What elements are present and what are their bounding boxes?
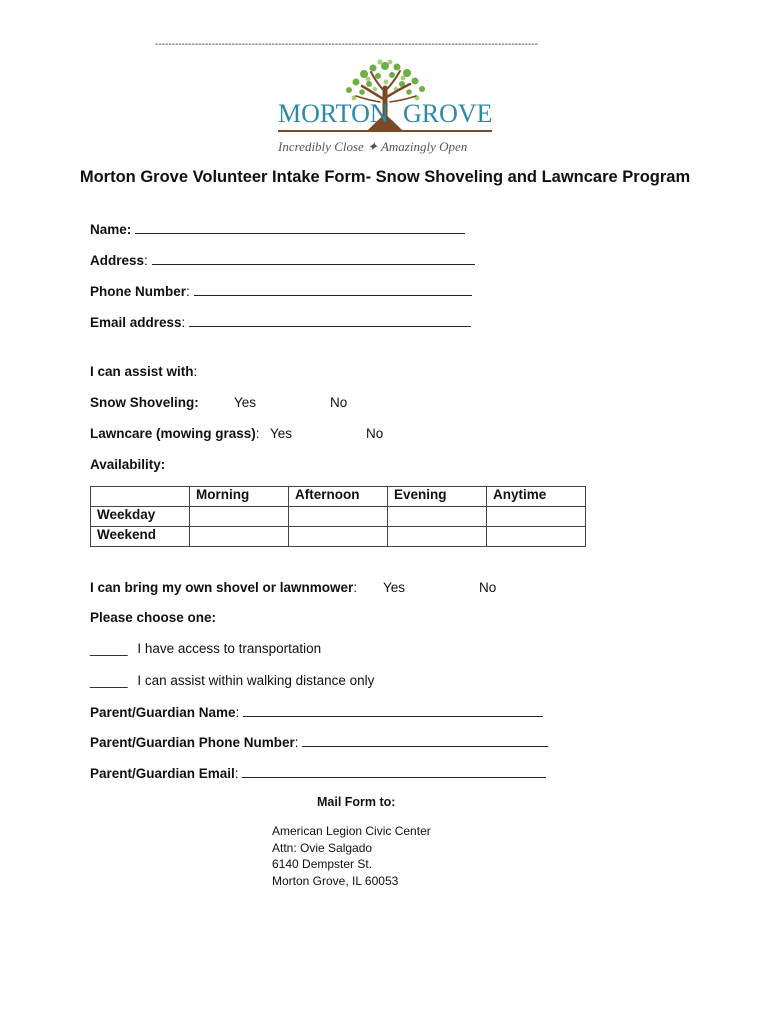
own-equipment-label: I can bring my own shovel or lawnmower bbox=[90, 580, 354, 595]
email-field bbox=[90, 314, 471, 330]
transport-label: I have access to transportation bbox=[137, 641, 322, 656]
guardian-name-label: Parent/Guardian Name bbox=[90, 705, 236, 720]
cell-weekday-anytime[interactable] bbox=[487, 507, 586, 527]
phone-input-line[interactable] bbox=[194, 283, 472, 296]
mail-address-block bbox=[272, 823, 431, 889]
phone-colon: : bbox=[186, 284, 190, 299]
mail-line-4: Morton Grove, IL 60053 bbox=[272, 873, 399, 888]
col-anytime: Anytime bbox=[487, 487, 586, 507]
availability-row-weekday bbox=[91, 507, 586, 527]
mail-line-3: 6140 Dempster St. bbox=[272, 857, 373, 871]
mail-line-2: Attn: Ovie Salgado bbox=[272, 840, 373, 855]
choose-option-transport bbox=[90, 641, 321, 656]
transport-blank[interactable]: _____ bbox=[90, 641, 128, 656]
address-colon: : bbox=[144, 253, 148, 268]
col-afternoon: Afternoon bbox=[289, 487, 388, 507]
cell-weekend-afternoon[interactable] bbox=[289, 527, 388, 547]
guardian-phone-label: Parent/Guardian Phone Number bbox=[90, 735, 295, 750]
assist-colon: : bbox=[193, 364, 198, 379]
phone-field bbox=[90, 283, 472, 299]
choose-option-walking bbox=[90, 673, 374, 688]
guardian-phone-colon: : bbox=[294, 735, 299, 750]
cell-weekday-evening[interactable] bbox=[388, 507, 487, 527]
equipment-yes-option[interactable]: Yes bbox=[383, 580, 406, 595]
choose-heading: Please choose one: bbox=[90, 610, 217, 625]
mail-line-1: American Legion Civic Center bbox=[272, 824, 431, 838]
email-input-line[interactable] bbox=[189, 314, 471, 327]
name-input-line[interactable] bbox=[135, 221, 465, 234]
guardian-email-input-line[interactable] bbox=[242, 765, 546, 778]
morton-grove-logo bbox=[276, 58, 494, 158]
walking-label: I can assist within walking distance only bbox=[137, 673, 375, 688]
availability-header-row bbox=[91, 487, 586, 507]
guardian-email-colon: : bbox=[234, 766, 239, 781]
row-label-weekday: Weekday bbox=[91, 507, 190, 527]
assist-heading bbox=[90, 364, 197, 379]
email-colon: : bbox=[181, 315, 186, 330]
assist-heading-text: I can assist with bbox=[90, 364, 194, 379]
guardian-name-field bbox=[90, 704, 543, 720]
guardian-email-field bbox=[90, 765, 546, 781]
snow-yes-option[interactable]: Yes bbox=[234, 395, 257, 410]
availability-row-weekend bbox=[91, 527, 586, 547]
logo-name-right: GROVE bbox=[403, 99, 493, 128]
name-label: Name: bbox=[90, 222, 132, 237]
name-field bbox=[90, 221, 465, 237]
mail-heading: Mail Form to: bbox=[317, 795, 396, 809]
address-field bbox=[90, 252, 475, 268]
email-label: Email address bbox=[90, 315, 182, 330]
guardian-phone-input-line[interactable] bbox=[302, 734, 548, 747]
snow-shoveling-label: Snow Shoveling: bbox=[90, 395, 199, 410]
phone-label: Phone Number bbox=[90, 284, 187, 299]
lawn-no-option[interactable]: No bbox=[366, 426, 384, 441]
col-morning: Morning bbox=[190, 487, 289, 507]
availability-corner-cell bbox=[91, 487, 190, 507]
lawncare-field bbox=[90, 426, 260, 441]
cell-weekend-morning[interactable] bbox=[190, 527, 289, 547]
lawn-yes-option[interactable]: Yes bbox=[270, 426, 293, 441]
own-equipment-colon: : bbox=[353, 580, 358, 595]
cell-weekend-anytime[interactable] bbox=[487, 527, 586, 547]
tree-logo-graphic bbox=[276, 58, 494, 158]
lawncare-label: Lawncare (mowing grass) bbox=[90, 426, 256, 441]
guardian-name-colon: : bbox=[235, 705, 240, 720]
own-equipment-field bbox=[90, 580, 357, 595]
cell-weekend-evening[interactable] bbox=[388, 527, 487, 547]
walking-blank[interactable]: _____ bbox=[90, 673, 128, 688]
address-label: Address bbox=[90, 253, 145, 268]
lawncare-colon: : bbox=[255, 426, 260, 441]
page-title: Morton Grove Volunteer Intake Form- Snow Shoveling and Lawncare Program bbox=[79, 168, 691, 186]
guardian-name-input-line[interactable] bbox=[243, 704, 543, 717]
guardian-email-label: Parent/Guardian Email bbox=[90, 766, 235, 781]
logo-name-left: MORTON bbox=[278, 99, 389, 128]
address-input-line[interactable] bbox=[152, 252, 475, 265]
snow-no-option[interactable]: No bbox=[330, 395, 348, 410]
availability-heading: Availability: bbox=[90, 457, 166, 472]
cell-weekday-afternoon[interactable] bbox=[289, 507, 388, 527]
row-label-weekend: Weekend bbox=[91, 527, 190, 547]
col-evening: Evening bbox=[388, 487, 487, 507]
logo-tagline: Incredibly Close ✦ Amazingly Open bbox=[278, 139, 468, 154]
availability-table bbox=[90, 486, 586, 547]
top-dash-line: ------------------------------------------------------------------------------------------------------------------- bbox=[155, 40, 538, 50]
cell-weekday-morning[interactable] bbox=[190, 507, 289, 527]
equipment-no-option[interactable]: No bbox=[479, 580, 497, 595]
guardian-phone-field bbox=[90, 734, 548, 750]
